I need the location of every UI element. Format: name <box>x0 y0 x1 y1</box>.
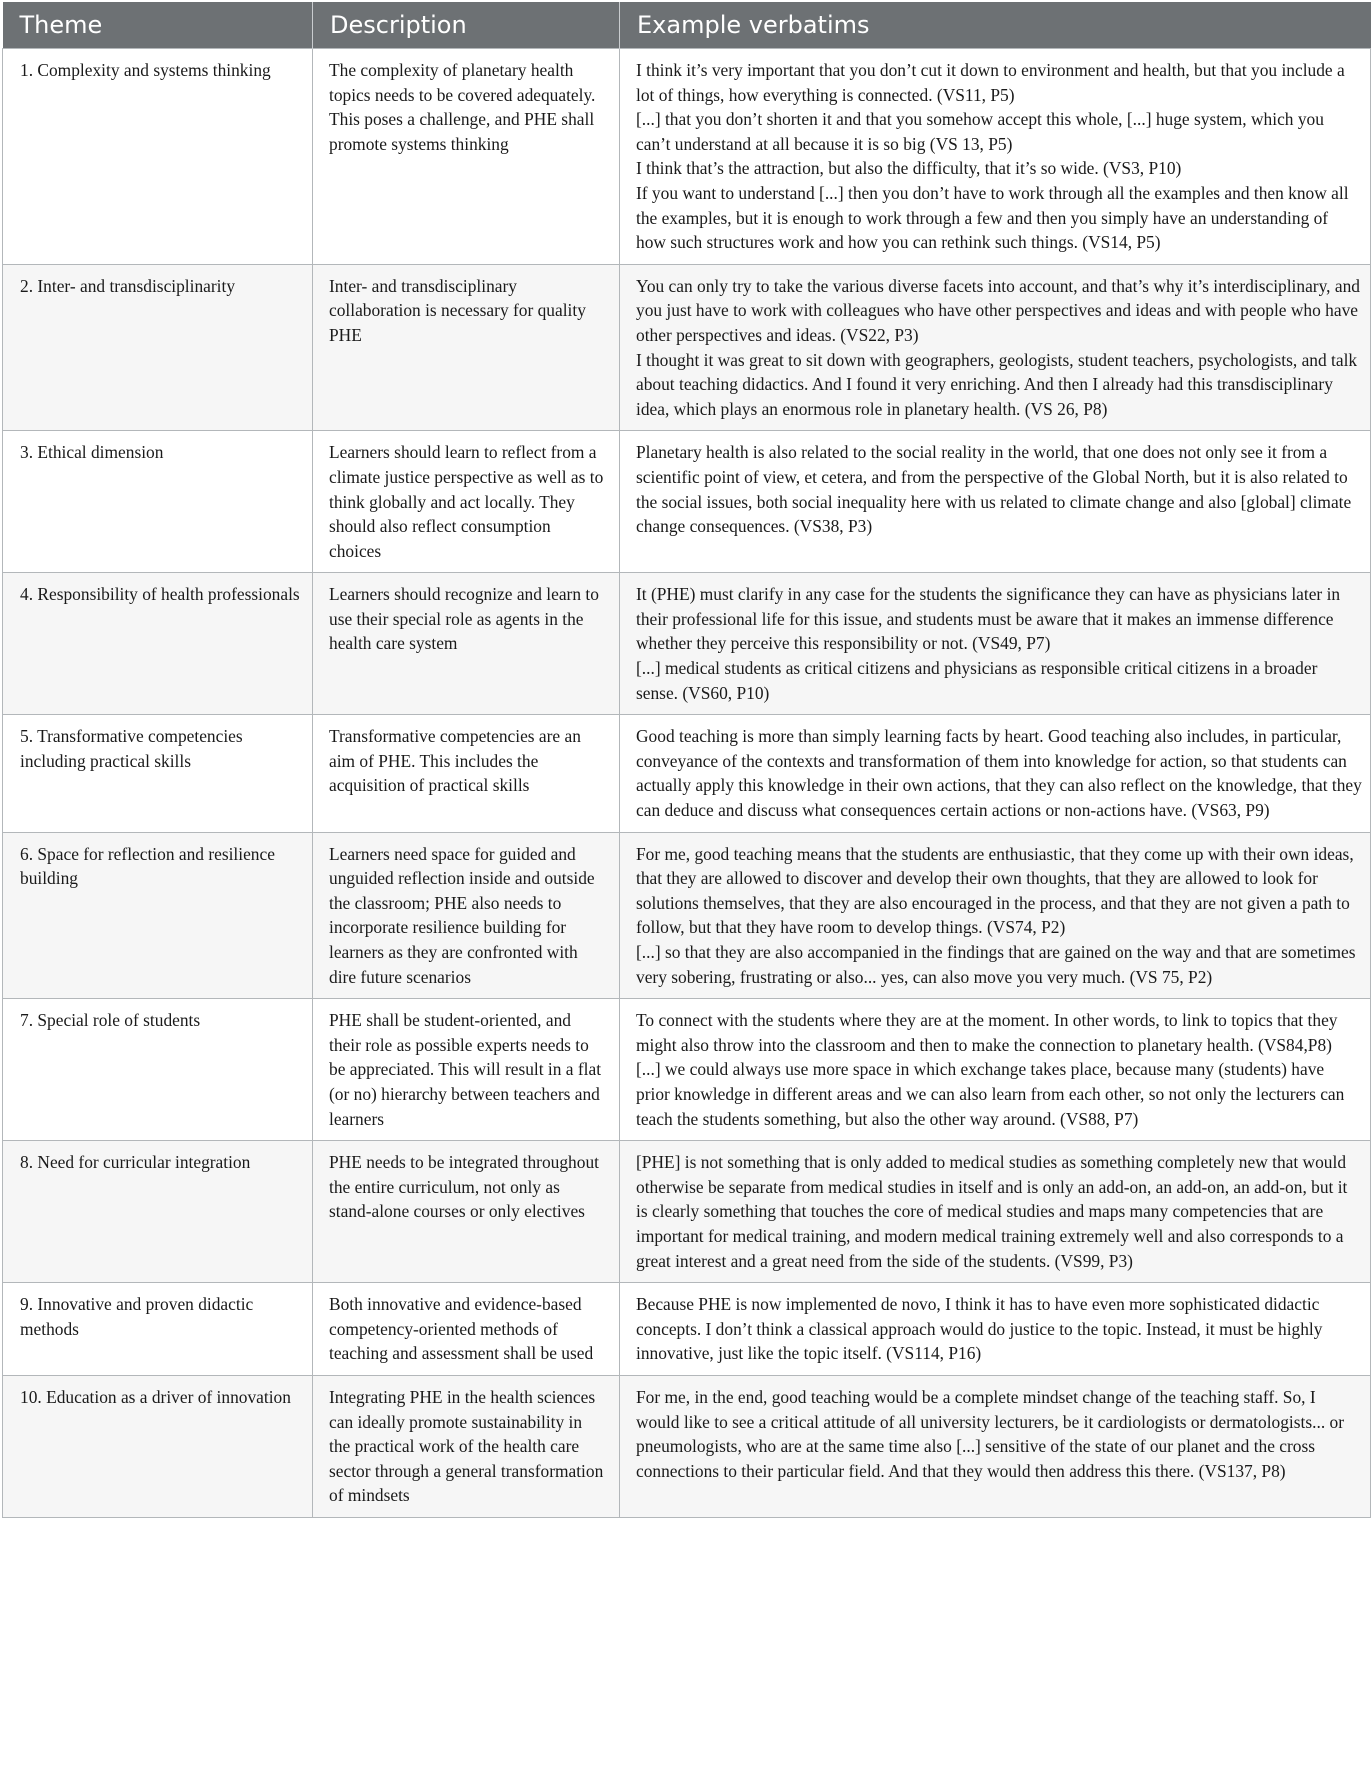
verbatim-quote: [...] we could always use more space in which exchange takes place, because many (students) have prior knowledge in different areas and we can also learn from each other, so not only the lecturers can teach the students something, but also the other way around. (VS88, P7) <box>636 1059 1345 1129</box>
theme-cell: 5. Transformative competencies including practical skills <box>3 715 313 832</box>
verbatim-quote: I thought it was great to sit down with geographers, geologists, student teachers, psychologists, and talk about teaching didactics. And I found it very enriching. And then I already had this transdisciplinary idea, which plays an enormous role in planetary health. (VS 26, P8) <box>636 349 1358 419</box>
verbatim-quote: It (PHE) must clarify in any case for the students the significance they can have as physicians later in their professional life for this issue, and students must be aware that it makes an immense difference whether they perceive this responsibility or not. (VS49, P7) <box>636 584 1341 654</box>
description-cell: PHE needs to be integrated throughout the entire curriculum, not only as stand-alone courses or only electives <box>313 1141 620 1283</box>
verbatim-quote: [...] medical students as critical citizens and physicians as responsible critical citizens in a broader sense. (VS60, P10) <box>636 658 1318 703</box>
verbatims-cell <box>620 573 1371 715</box>
verbatim-quote: Planetary health is also related to the social reality in the world, that one does not only see it from a scientific point of view, et cetera, and from the perspective of the Global North, but it is also related to the social issues, both social inequality here with us related to climate change and also [global] climate change consequences. (VS38, P3) <box>636 442 1352 537</box>
theme-cell: 6. Space for reflection and resilience building <box>3 832 313 999</box>
table-row <box>3 431 1371 573</box>
verbatims-cell <box>620 1283 1371 1376</box>
verbatim-quote: Good teaching is more than simply learning facts by heart. Good teaching also includes, in particular, conveyance of the contexts and transformation of them into knowledge for action, so that students can actually apply this knowledge in their own actions, that they can also reflect on the knowledge, that they can deduce and discuss what consequences certain actions or non-actions have. (VS63, P9) <box>636 726 1362 821</box>
verbatim-quote: [...] that you don’t shorten it and that you somehow accept this whole, [...] huge system, which you can’t understand at all because it is so big (VS 13, P5) <box>636 109 1324 154</box>
table-row <box>3 999 1371 1141</box>
description-cell: Learners should recognize and learn to use their special role as agents in the health care system <box>313 573 620 715</box>
table-body <box>3 49 1371 1518</box>
table-row <box>3 264 1371 431</box>
theme-cell: 7. Special role of students <box>3 999 313 1141</box>
description-cell: Integrating PHE in the health sciences can ideally promote sustainability in the practical work of the health care sector through a general transformation of mindsets <box>313 1375 620 1517</box>
verbatim-quote: [PHE] is not something that is only added to medical studies as something completely new that would otherwise be separate from medical studies in itself and is only an add-on, an add-on, an add-on, but it is clearly something that touches the core of medical studies and maps many competencies that are important for medical training, and modern medical training extremely well and also corresponds to a great interest and a great need from the side of the students. (VS99, P3) <box>636 1152 1348 1271</box>
description-cell: Transformative competencies are an aim of PHE. This includes the acquisition of practical skills <box>313 715 620 832</box>
description-cell: Inter- and transdisciplinary collaboration is necessary for quality PHE <box>313 264 620 431</box>
theme-cell: 1. Complexity and systems thinking <box>3 49 313 265</box>
verbatim-quote: You can only try to take the various diverse facets into account, and that’s why it’s interdisciplinary, and you just have to work with colleagues who have other perspectives and ideas and with people who have other perspectives and ideas. (VS22, P3) <box>636 275 1360 345</box>
verbatims-cell <box>620 999 1371 1141</box>
table-header <box>3 2 1371 49</box>
table-row <box>3 1375 1371 1517</box>
verbatims-cell <box>620 49 1371 265</box>
table-row <box>3 1283 1371 1376</box>
verbatims-cell <box>620 1141 1371 1283</box>
verbatims-cell <box>620 715 1371 832</box>
header-row <box>3 2 1371 49</box>
verbatim-quote: To connect with the students where they are at the moment. In other words, to link to topics that they might also throw into the classroom and then to make the connection to planetary health. (VS84,P8) <box>636 1010 1338 1055</box>
theme-cell: 8. Need for curricular integration <box>3 1141 313 1283</box>
description-cell: Both innovative and evidence-based competency-oriented methods of teaching and assessment shall be used <box>313 1283 620 1376</box>
verbatim-quote: I think that’s the attraction, but also the difficulty, that it’s so wide. (VS3, P10) <box>636 158 1182 179</box>
table-row <box>3 715 1371 832</box>
verbatim-quote: If you want to understand [...] then you don’t have to work through all the examples and then know all the examples, but it is enough to work through a few and then you simply have an understanding of how such structures work and how you can rethink such things. (VS14, P5) <box>636 182 1349 253</box>
verbatim-quote: [...] so that they are also accompanied in the findings that are gained on the way and that are sometimes very sobering, frustrating or also... yes, can also move you very much. (VS 75, P2) <box>636 942 1356 987</box>
table-row <box>3 573 1371 715</box>
theme-cell: 10. Education as a driver of innovation <box>3 1375 313 1517</box>
header-description: Description <box>313 2 620 49</box>
description-cell: Learners need space for guided and unguided reflection inside and outside the classroom; PHE also needs to incorporate resilience building for learners as they are confronted with dire future scenarios <box>313 832 620 999</box>
verbatim-quote: I think it’s very important that you don’t cut it down to environment and health, but that you include a lot of things, how everything is connected. (VS11, P5) <box>636 60 1345 105</box>
verbatim-quote: For me, good teaching means that the students are enthusiastic, that they come up with their own ideas, that they are allowed to discover and develop their own thoughts, that they are allowed to look for solutions themselves, that they are also encouraged in the process, and that they are not given a path to follow, but that they have room to develop things. (VS74, P2) <box>636 843 1354 938</box>
description-cell: PHE shall be student-oriented, and their role as possible experts needs to be appreciated. This will result in a flat (or no) hierarchy between teachers and learners <box>313 999 620 1141</box>
table-row <box>3 1141 1371 1283</box>
verbatims-cell <box>620 264 1371 431</box>
header-example-verbatims: Example verbatims <box>620 2 1371 49</box>
theme-cell: 4. Responsibility of health professionals <box>3 573 313 715</box>
header-theme: Theme <box>3 2 313 49</box>
description-cell: The complexity of planetary health topics needs to be covered adequately. This poses a challenge, and PHE shall promote systems thinking <box>313 49 620 265</box>
verbatims-cell <box>620 832 1371 999</box>
themes-table-container <box>2 2 1370 1518</box>
themes-table <box>2 2 1371 1518</box>
verbatims-cell <box>620 1375 1371 1517</box>
theme-cell: 3. Ethical dimension <box>3 431 313 573</box>
theme-cell: 9. Innovative and proven didactic methods <box>3 1283 313 1376</box>
description-cell: Learners should learn to reflect from a climate justice perspective as well as to think globally and act locally. They should also reflect consumption choices <box>313 431 620 573</box>
verbatim-quote: Because PHE is now implemented de novo, I think it has to have even more sophisticated didactic concepts. I don’t think a classical approach would do justice to the topic. Instead, it must be highly innovative, just like the topic itself. (VS114, P16) <box>636 1294 1323 1364</box>
verbatim-quote: For me, in the end, good teaching would be a complete mindset change of the teaching staff. So, I would like to see a critical attitude of all university lecturers, be it cardiologists or dermatologists... or pneumologists, who are at the same time also [...] sensitive of the state of our planet and the cross connections to their particular field. And that they would then address this there. (VS137, P8) <box>636 1386 1344 1481</box>
table-row <box>3 832 1371 999</box>
theme-cell: 2. Inter- and transdisciplinarity <box>3 264 313 431</box>
table-row <box>3 49 1371 265</box>
verbatims-cell <box>620 431 1371 573</box>
